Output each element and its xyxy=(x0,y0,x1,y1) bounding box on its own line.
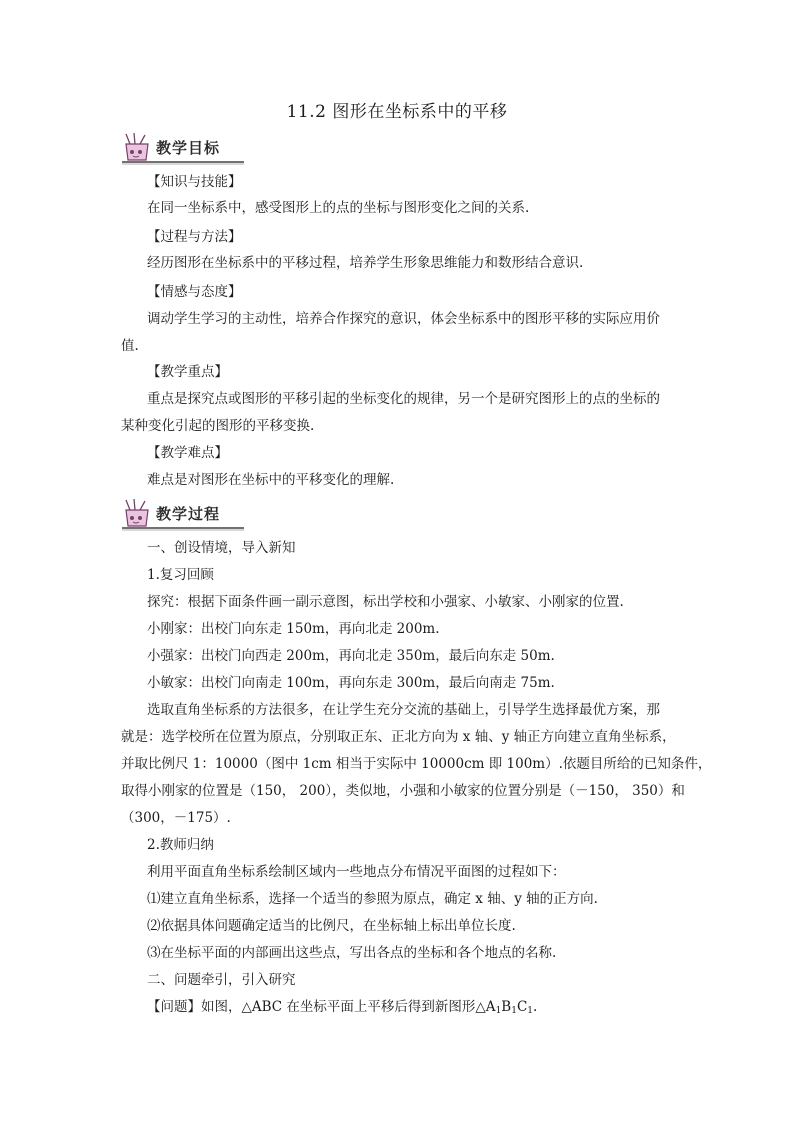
heading-knowledge: 【知识与技能】 xyxy=(147,174,242,190)
heading-part1: 一、创设情境，导入新知 xyxy=(147,540,296,556)
text-xiaomin: 小敏家：出校门向南走 100m，再向东走 300m，最后向南走 75m. xyxy=(147,675,555,691)
text-paragraph-1: 选取直角坐标系的方法很多，在让学生充分交流的基础上，引导学生选择最优方案，那 xyxy=(147,702,660,718)
text-paragraph-2: 就是：选学校所在位置为原点，分别取正东、正北方向为 x 轴、y 轴正方向建立直角坐标系， xyxy=(121,729,676,745)
subscript: 1 xyxy=(495,1006,502,1016)
subscript: 1 xyxy=(527,1006,534,1016)
text-emotion-1: 调动学生学习的主动性，培养合作探究的意识，体会坐标系中的图形平移的实际应用价 xyxy=(147,311,660,327)
heading-key-point: 【教学重点】 xyxy=(147,364,228,380)
text-step-1: ⑴建立直角坐标系，选择一个适当的参照为原点，确定 x 轴、y 轴的正方向. xyxy=(147,891,598,907)
section-title-goals: 教学目标 xyxy=(156,139,221,157)
text-emotion-2: 值. xyxy=(121,338,139,354)
page-title: 11.2 图形在坐标系中的平移 xyxy=(286,102,508,122)
vertex-c: C xyxy=(516,999,528,1015)
text-paragraph-3: 并取比例尺 1：10000（图中 1cm 相当于实际中 10000cm 即 100m）.依题目所给的已知条件， xyxy=(121,756,712,772)
text-paragraph-5: （300，－175）. xyxy=(121,810,231,826)
section-banner-goals xyxy=(118,132,248,166)
text-knowledge: 在同一坐标系中，感受图形上的点的坐标与图形变化之间的关系. xyxy=(147,200,530,216)
question-end: . xyxy=(533,999,538,1015)
subscript: 1 xyxy=(511,1006,517,1016)
text-xiaoqiang: 小强家：出校门向西走 200m，再向北走 350m，最后向东走 50m. xyxy=(147,648,555,664)
heading-emotion: 【情感与态度】 xyxy=(147,284,242,300)
text-key-point-2: 某种变化引起的图形的平移变换. xyxy=(121,418,315,434)
text-paragraph-4: 取得小刚家的位置是（150， 200），类似地，小强和小敏家的位置分别是（－150， 350）和 xyxy=(121,783,685,799)
text-summary: 利用平面直角坐标系绘制区域内一些地点分布情况平面图的过程如下： xyxy=(147,864,566,880)
text-question xyxy=(147,997,681,1021)
text-process-method: 经历图形在坐标系中的平移过程，培养学生形象思维能力和数形结合意识. xyxy=(147,255,584,271)
heading-part2: 二、问题牵引，引入研究 xyxy=(147,972,296,988)
heading-difficult-point: 【教学难点】 xyxy=(147,445,228,461)
section-title-process: 教学过程 xyxy=(156,505,221,523)
heading-summary: 2.教师归纳 xyxy=(147,837,214,853)
heading-review: 1.复习回顾 xyxy=(147,567,214,583)
question-text: 如图，△ABC 在坐标平面上平移后得到新图形△A xyxy=(201,999,496,1015)
section-banner-process xyxy=(118,498,248,532)
text-step-2: ⑵依据具体问题确定适当的比例尺，在坐标轴上标出单位长度. xyxy=(147,918,516,934)
vertex-b: B xyxy=(501,999,512,1015)
text-explore: 探究：根据下面条件画一副示意图，标出学校和小强家、小敏家、小刚家的位置. xyxy=(147,594,624,610)
text-difficult-point: 难点是对图形在坐标中的平移变化的理解. xyxy=(147,472,395,488)
text-step-3: ⑶在坐标平面的内部画出这些点，写出各点的坐标和各个地点的名称. xyxy=(147,945,557,961)
text-xiaogang: 小刚家：出校门向东走 150m，再向北走 200m. xyxy=(147,621,440,637)
heading-process-method: 【过程与方法】 xyxy=(147,229,242,245)
text-key-point-1: 重点是探究点或图形的平移引起的坐标变化的规律，另一个是研究图形上的点的坐标的 xyxy=(147,391,660,407)
question-label: 【问题】 xyxy=(147,999,201,1015)
